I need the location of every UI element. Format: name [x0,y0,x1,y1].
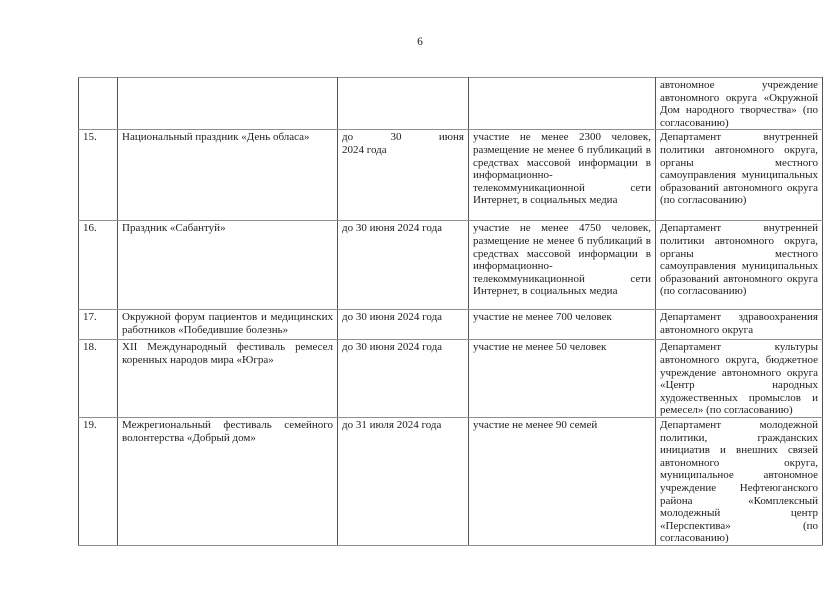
table-row [79,310,823,340]
table-row [79,417,823,545]
table-row [79,78,823,130]
table-row [79,221,823,310]
events-table [78,77,823,546]
deadline-line: до 30 июня 2024 года [342,311,443,324]
cell-event-name [118,78,338,130]
cell-responsible-executor: Департамент внутренней политики автономного округа, органы местного самоуправления муниципальных образований автономного округа (по согласованию) [656,130,823,221]
page-number: 6 [417,36,423,48]
cell-responsible-executor: Департамент внутренней политики автономного округа, органы местного самоуправления муниципальных образований автономного округа (по согласованию) [656,221,823,310]
cell-event-name: XII Международный фестиваль ремесел коренных народов мира «Югра» [118,340,338,418]
cell-deadline [338,130,469,221]
cell-responsible-executor: автономное учреждение автономного округа «Окружной Дом народного творчества» (по согласованию) [656,78,823,130]
cell-deadline [338,310,469,340]
cell-expected-result: участие не менее 4750 человек, размещение не менее 6 публикаций в средствах массовой информации в информационно-телекоммуникационной сети Интернет, в социальных медиа [469,221,656,310]
cell-deadline [338,417,469,545]
cell-responsible-executor: Департамент здравоохранения автономного округа [656,310,823,340]
cell-row-number: 17. [79,310,118,340]
cell-deadline [338,340,469,418]
cell-deadline [338,221,469,310]
cell-expected-result [469,78,656,130]
cell-row-number: 16. [79,221,118,310]
cell-event-name: Национальный праздник «День обласа» [118,130,338,221]
deadline-line: до 30 июня [342,131,464,144]
deadline-line: до 30 июня 2024 года [342,222,443,235]
cell-row-number: 15. [79,130,118,221]
cell-row-number [79,78,118,130]
cell-expected-result: участие не менее 700 человек [469,310,656,340]
cell-row-number: 19. [79,417,118,545]
cell-event-name: Окружной форум пациентов и медицинских работников «Победившие болезнь» [118,310,338,340]
cell-expected-result: участие не менее 90 семей [469,417,656,545]
cell-expected-result: участие не менее 2300 человек, размещение не менее 6 публикаций в средствах массовой информации в информационно-телекоммуникационной сети Интернет, в социальных медиа [469,130,656,221]
deadline-line: до 30 июня 2024 года [342,341,443,354]
cell-responsible-executor: Департамент культуры автономного округа, бюджетное учреждение автономного округа «Центр народных художественных промыслов и ремесел» (по согласованию) [656,340,823,418]
table-row [79,130,823,221]
cell-row-number: 18. [79,340,118,418]
cell-event-name: Межрегиональный фестиваль семейного волонтерства «Добрый дом» [118,417,338,545]
events-table-body [79,78,823,546]
cell-expected-result: участие не менее 50 человек [469,340,656,418]
deadline-line: до 31 июля 2024 года [342,418,442,431]
cell-deadline [338,78,469,130]
table-row [79,340,823,418]
cell-event-name: Праздник «Сабантуй» [118,221,338,310]
cell-responsible-executor: Департамент молодежной политики, гражданских инициатив и внешних связей автономного округа, муниципальное автономное учреждение Нефтеюганского района «Комплексный молодежный центр «Перспектива» (по согласованию) [656,417,823,545]
deadline-line: 2024 года [342,143,387,156]
